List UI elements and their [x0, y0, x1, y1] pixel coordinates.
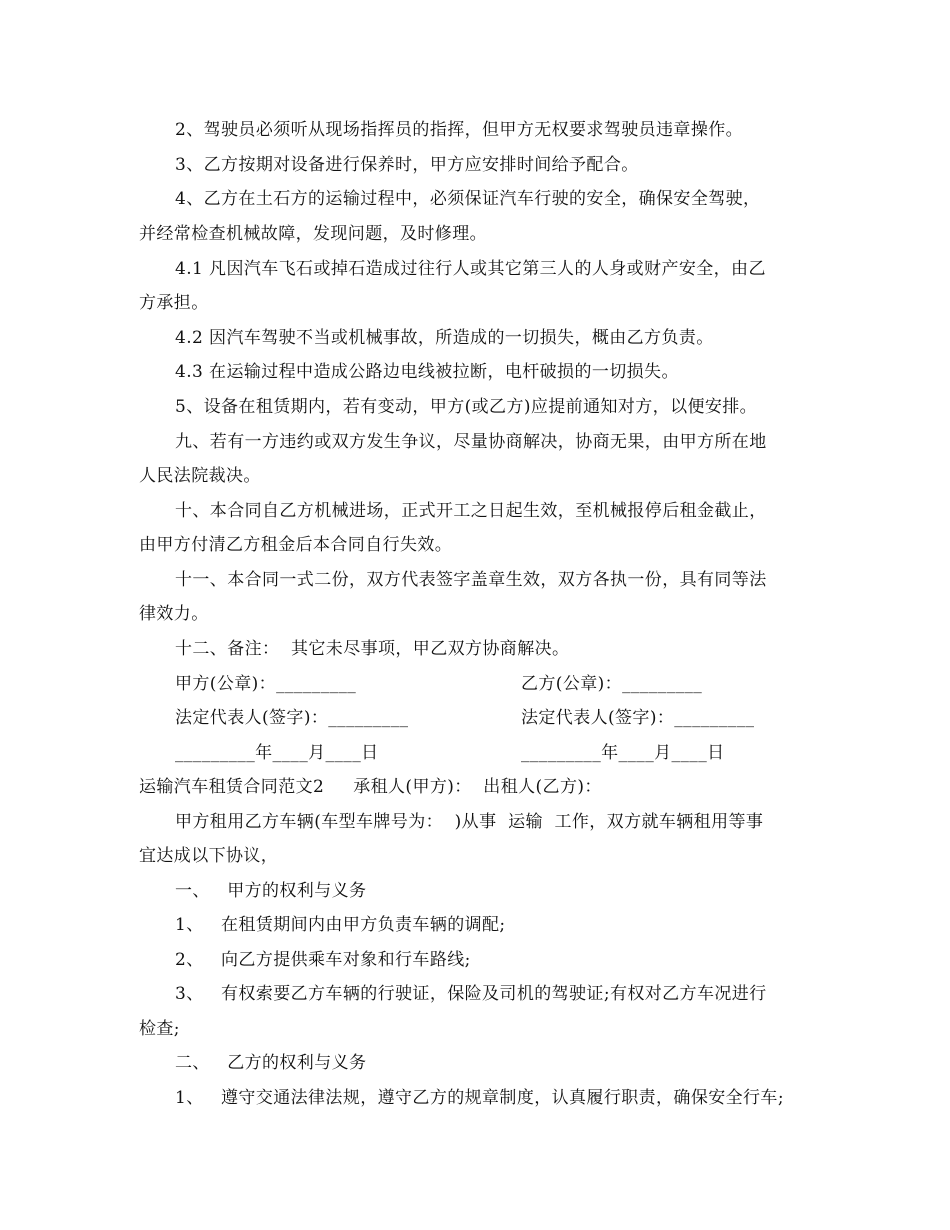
- clause-5: 5、设备在租赁期内，若有变动，甲方(或乙方)应提前通知对方，以便安排。: [175, 397, 758, 417]
- party-a-seal: 甲方(公章)：_________: [175, 674, 357, 694]
- party-b-date: _________年____月____日: [521, 743, 725, 763]
- clause-2: 2、驾驶员必须听从现场指挥员的指挥，但甲方无权要求驾驶员违章操作。: [175, 120, 744, 140]
- section-1-item-1: 1、 在租赁期间内由甲方负责车辆的调配;: [175, 915, 506, 935]
- party-a-date: _________年____月____日: [175, 743, 379, 763]
- sample-2-intro: 甲方租用乙方车辆(车型车牌号为： )从事 运输 工作，双方就车辆租用等事: [175, 812, 764, 832]
- clause-11-cont: 律效力。: [139, 604, 209, 624]
- section-1-item-2: 2、 向乙方提供乘车对象和行车路线;: [175, 950, 471, 970]
- clause-9-cont: 人民法院裁决。: [139, 466, 261, 486]
- section-1-item-3-cont: 检查;: [139, 1019, 180, 1039]
- clause-4-1: 4.1 凡因汽车飞石或掉石造成过往行人或其它第三人的人身或财产安全，由乙: [175, 259, 766, 279]
- clause-11: 十一、本合同一式二份，双方代表签字盖章生效，双方各执一份，具有同等法: [175, 570, 767, 590]
- party-b-representative: 法定代表人(签字)：_________: [521, 708, 755, 728]
- clause-12: 十二、备注： 其它未尽事项，甲乙双方协商解决。: [175, 639, 570, 659]
- clause-4-3: 4.3 在运输过程中造成公路边电线被拉断，电杆破损的一切损失。: [175, 362, 679, 382]
- clause-4-1-cont: 方承担。: [139, 293, 209, 313]
- section-2-heading: 二、 乙方的权利与义务: [175, 1053, 367, 1073]
- section-2-item-1: 1、 遵守交通法律法规，遵守乙方的规章制度，认真履行职责，确保安全行车;: [175, 1088, 784, 1108]
- clause-4-cont: 并经常检查机械故障，发现问题，及时修理。: [139, 224, 487, 244]
- clause-4: 4、乙方在土石方的运输过程中，必须保证汽车行驶的安全，确保安全驾驶，: [175, 189, 761, 209]
- clause-9: 九、若有一方违约或双方发生争议，尽量协商解决，协商无果，由甲方所在地: [175, 432, 767, 452]
- party-b-seal: 乙方(公章)：_________: [521, 674, 703, 694]
- clause-10: 十、本合同自乙方机械进场，正式开工之日起生效，至机械报停后租金截止，: [175, 501, 767, 521]
- section-1-heading: 一、 甲方的权利与义务: [175, 881, 367, 901]
- section-1-item-3: 3、 有权索要乙方车辆的行驶证，保险及司机的驾驶证;有权对乙方车况进行: [175, 984, 767, 1004]
- clause-10-cont: 由甲方付清乙方租金后本合同自行失效。: [139, 535, 453, 555]
- sample-2-heading: 运输汽车租赁合同范文2 承租人(甲方)： 出租人(乙方)：: [139, 777, 602, 797]
- party-a-representative: 法定代表人(签字)：_________: [175, 708, 409, 728]
- clause-4-2: 4.2 因汽车驾驶不当或机械事故，所造成的一切损失，概由乙方负责。: [175, 328, 714, 348]
- clause-3: 3、乙方按期对设备进行保养时，甲方应安排时间给予配合。: [175, 155, 639, 175]
- sample-2-intro-cont: 宜达成以下协议，: [139, 846, 279, 866]
